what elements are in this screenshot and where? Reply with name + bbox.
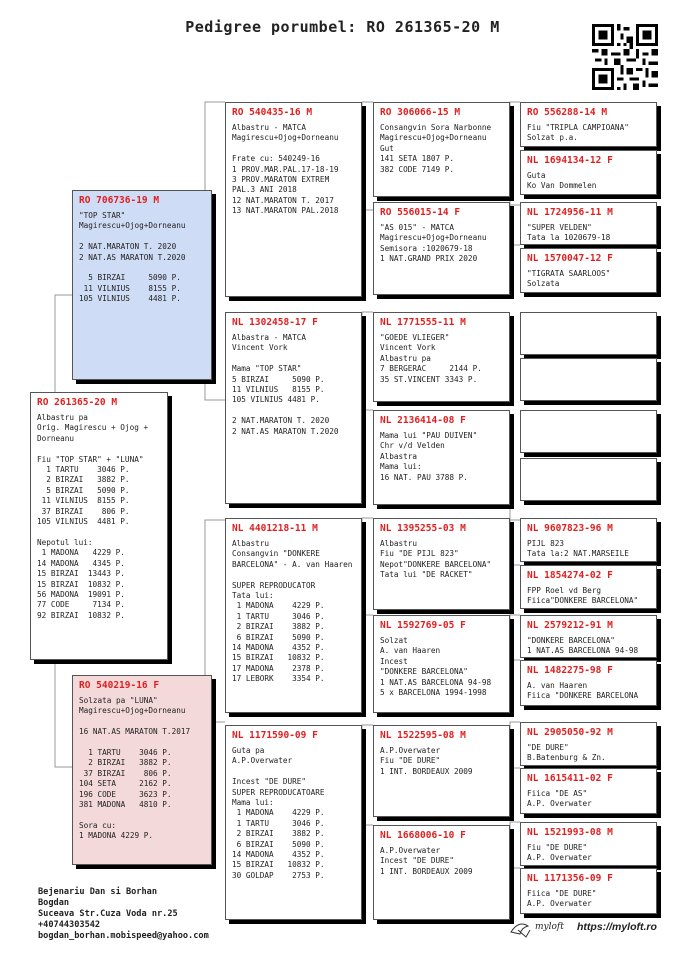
ring-number: NL 1570047-12 F [527, 253, 613, 264]
great-grandparent-card [373, 518, 510, 610]
great-grandparent-card [373, 202, 510, 295]
gg-grandparent-card [520, 150, 657, 195]
ring-number: NL 2579212-91 M [527, 620, 613, 631]
great-grandparent-card [373, 825, 510, 920]
card-details: "AS 015" - MATCA Magirescu+Ojog+Dorneanu Semisora :1020679-18 1 NAT.GRAND PRIX 2020 [380, 223, 487, 264]
card-details: "GOEDE VLIEGER" Vincent Vork Albastru pa 7 BERGERAC 2144 P. 35 ST.VINCENT 3343 P. [380, 333, 482, 384]
ring-number: RO 306066-15 M [380, 107, 461, 118]
card-details: Fiu "TRIPLA CAMPIOANA" Solzat p.a. [527, 123, 629, 143]
card-details: Fiu "DE DURE" A.P. Overwater [527, 843, 592, 863]
ring-number: RO 706736-19 M [79, 195, 160, 206]
gg-grandparent-card [520, 102, 657, 147]
ring-number: NL 1482275-98 F [527, 665, 613, 676]
ring-number: NL 1615411-02 F [527, 773, 613, 784]
ring-number: NL 1771555-11 M [380, 317, 466, 328]
card-details: A.P.Overwater Incest "DE DURE" 1 INT. BORDEAUX 2009 [380, 846, 473, 876]
card-details: Guta Ko Van Dommelen [527, 171, 597, 191]
card-details: Albastru Fiu "DE PIJL 823" Nepot"DONKERE BARCELONA" Tata lui "DE RACKET" [380, 539, 492, 580]
ring-number: RO 556015-14 F [380, 207, 461, 218]
card-details: FPP Roel vd Berg Fiica"DONKERE BARCELONA" [527, 586, 639, 606]
grandparent-card [225, 102, 362, 297]
ring-number: NL 1724956-11 M [527, 207, 613, 218]
gg-grandparent-card [520, 868, 657, 914]
ring-number: NL 4401218-11 M [232, 523, 318, 534]
grandparent-card [225, 725, 362, 920]
sire-card [72, 190, 212, 380]
card-details: "DE DURE" B.Batenburg & Zn. [527, 743, 606, 763]
gg-grandparent-card [520, 248, 657, 293]
card-details: "DONKERE BARCELONA" 1 NAT.AS BARCELONA 94-98 [527, 636, 639, 656]
dam-card [72, 675, 212, 865]
ring-number: RO 261365-20 M [37, 397, 118, 408]
gg-grandparent-card [520, 768, 657, 814]
card-details: Albastru - MATCA Magirescu+Ojog+Dorneanu Frate cu: 540249-16 1 PROV.MAR.PAL.17-18-19 3 PROV.MARATON EXTREM PAL.3 ANI 2018 12 NAT.MARATON T. 2017 13 NAT.MARATON PAL.2018 [232, 123, 339, 216]
card-details: A. van Haaren Fiica "DONKERE BARCELONA [527, 681, 639, 701]
ring-number: NL 1171356-09 F [527, 873, 613, 884]
great-grandparent-card [373, 312, 510, 402]
gg-grandparent-card-empty [520, 358, 657, 401]
gg-grandparent-card-empty [520, 458, 657, 501]
ring-number: NL 1854274-02 F [527, 570, 613, 581]
ring-number: NL 1592769-05 F [380, 620, 466, 631]
great-grandparent-card [373, 410, 510, 505]
gg-grandparent-card [520, 660, 657, 706]
ring-number: NL 1171590-09 F [232, 730, 318, 741]
ring-number: NL 1521993-08 M [527, 827, 613, 838]
gg-grandparent-card [520, 722, 657, 766]
card-details: Solzata pa "LUNA" Magirescu+Ojog+Dorneanu 16 NAT.AS MARATON T.2017 1 TARTU 3046 P. 2 BIRZAI 3882 P. 37 BIRZAI 806 P. 104 SETA 2162 P. 196 CODE 3623 P. 381 MADONA 4810 P. Sora cu: 1 MADONA 4229 P. [79, 696, 191, 841]
ring-number: NL 2136414-08 F [380, 415, 466, 426]
card-details: Mama lui "PAU DUIVEN" Chr v/d Velden Albastra Mama lui: 16 NAT. PAU 3788 P. [380, 431, 478, 482]
gg-grandparent-card [520, 615, 657, 658]
card-details: "TIGRATA SAARLOOS" Solzata [527, 269, 611, 289]
gg-grandparent-card-empty [520, 312, 657, 355]
card-details: PIJL 823 Tata la:2 NAT.MARSEILE [527, 539, 629, 559]
owner-contact: Bejenariu Dan si Borhan Bogdan Suceava Str.Cuza Voda nr.25 +40744303542 bogdan_borhan.mobispeed@yahoo.com [38, 887, 209, 941]
great-grandparent-card [373, 725, 510, 817]
card-details: Solzat A. van Haaren Incest "DONKERE BARCELONA" 1 NAT.AS BARCELONA 94-98 5 x BARCELONA 1994-1998 [380, 636, 492, 698]
gg-grandparent-card [520, 822, 657, 866]
card-details: Albastru pa Orig. Magirescu + Ojog + Dorneanu Fiu "TOP STAR" + "LUNA" 1 TARTU 3046 P. 2 BIRZAI 3882 P. 5 BIRZAI 5090 P. 11 VILNIUS 8155 P. 37 BIRZAI 806 P. 105 VILNIUS 4481 P. Nepotul lui: 1 MADONA 4229 P. 14 MADONA 4345 P. 15 BIRZAI 13443 P. 15 BIRZAI 10832 P. 56 MADONA 19091 P. 77 CODE 7134 P. 92 BIRZAI 10832 P. [37, 413, 149, 620]
card-details: Albastra - MATCA Vincent Vork Mama "TOP STAR" 5 BIRZAI 5090 P. 11 VILNIUS 8155 P. 105 VILNIUS 4481 P. 2 NAT.MARATON T. 2020 2 NAT.AS MARATON T.2020 [232, 333, 339, 436]
card-details: "TOP STAR" Magirescu+Ojog+Dorneanu 2 NAT.MARATON T. 2020 2 NAT.AS MARATON T.2020 5 BIRZAI 5090 P. 11 VILNIUS 8155 P. 105 VILNIUS 4481 P. [79, 211, 186, 304]
gg-grandparent-card [520, 202, 657, 245]
card-details: "SUPER VELDEN" Tata la 1020679-18 [527, 223, 611, 243]
ring-number: RO 540219-16 F [79, 680, 160, 691]
card-details: A.P.Overwater Fiu "DE DURE" 1 INT. BORDEAUX 2009 [380, 746, 473, 776]
subject-card [30, 392, 168, 660]
ring-number: NL 1302458-17 F [232, 317, 318, 328]
grandparent-card [225, 518, 362, 713]
gg-grandparent-card-empty [520, 410, 657, 453]
gg-grandparent-card [520, 518, 657, 562]
card-details: Guta pa A.P.Overwater Incest "DE DURE" SUPER REPRODUCATOARE Mama lui: 1 MADONA 4229 P. 1 TARTU 3046 P. 2 BIRZAI 3882 P. 6 BIRZAI 5090 P. 14 MADONA 4352 P. 15 BIRZAI 10832 P. 30 GOLDAP 2753 P. [232, 746, 325, 880]
ring-number: NL 1668006-10 F [380, 830, 466, 841]
great-grandparent-card [373, 615, 510, 713]
card-details: Fiica "DE DURE" A.P. Overwater [527, 889, 597, 909]
ring-number: NL 1694134-12 F [527, 155, 613, 166]
grandparent-card [225, 312, 362, 504]
ring-number: NL 1522595-08 M [380, 730, 466, 741]
ring-number: NL 2905050-92 M [527, 727, 613, 738]
card-details: Consangvin Sora Narbonne Magirescu+Ojog+Dorneanu Gut 141 SETA 1807 P. 382 CODE 7149 P. [380, 123, 492, 174]
logo-text: myloft [535, 922, 564, 932]
ring-number: NL 1395255-03 M [380, 523, 466, 534]
ring-number: RO 556288-14 M [527, 107, 608, 118]
page-title: Pedigree porumbel: RO 261365-20 M [185, 18, 500, 36]
ring-number: NL 9607823-96 M [527, 523, 613, 534]
gg-grandparent-card [520, 565, 657, 609]
ring-number: RO 540435-16 M [232, 107, 313, 118]
great-grandparent-card [373, 102, 510, 197]
card-details: Fiica "DE AS" A.P. Overwater [527, 789, 592, 809]
card-details: Albastru Consangvin "DONKERE BARCELONA" - A. van Haaren SUPER REPRODUCATOR Tata lui: 1 MADONA 4229 P. 1 TARTU 3046 P. 2 BIRZAI 3882 P. 6 BIRZAI 5090 P. 14 MADONA 4352 P. 15 BIRZAI 10832 P. 17 MADONA 2378 P. 17 LEBORK 3354 P. [232, 539, 353, 684]
website-link[interactable]: https://myloft.ro [577, 921, 657, 933]
